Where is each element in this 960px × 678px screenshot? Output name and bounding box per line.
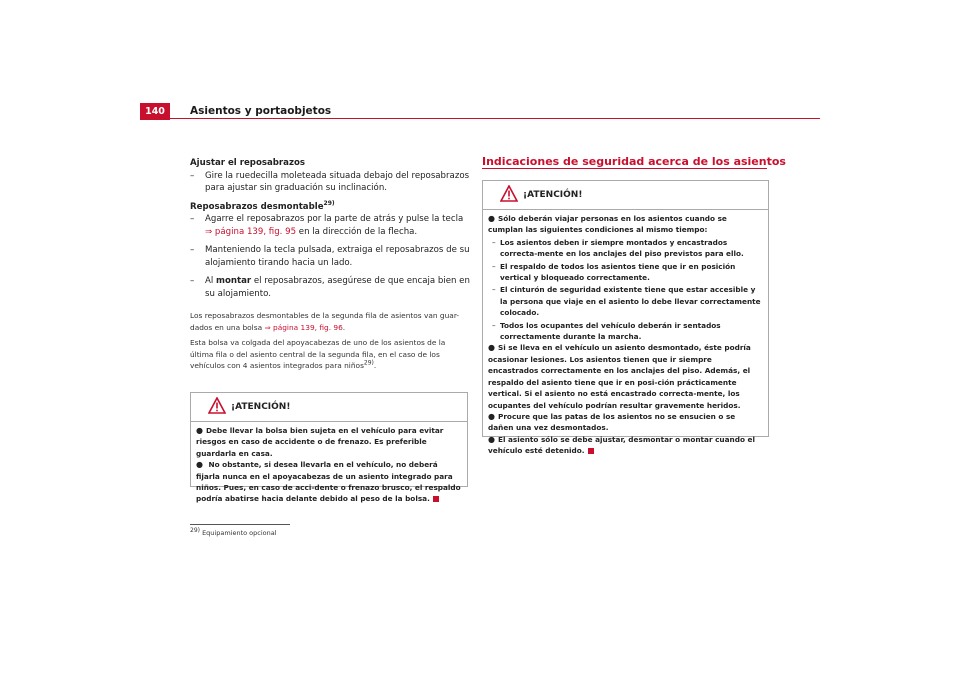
list-item: – Al montar el reposabrazos, asegúrese de que encaja bien en su alojamiento. (190, 276, 470, 299)
warning-triangle-icon (500, 185, 518, 202)
warning-title: ¡ATENCIÓN! (231, 402, 291, 412)
end-mark-icon (433, 496, 439, 502)
footnote-ref: 29) (323, 199, 335, 207)
footnote-divider (190, 524, 290, 525)
note-paragraph: Esta bolsa va colgada del apoyacabezas de uno de los asientos de la última fila o del asiento central de la segunda fila, en el caso de los vehículos con 4 asientos integrados para niños$^{29)}$. (190, 338, 446, 370)
list-item: – Los asientos deben ir siempre montados y encastrados correcta-mente en los anclajes del piso previstos para ello. (492, 237, 744, 259)
warning-title: ¡ATENCIÓN! (523, 190, 583, 200)
list-item: – Todos los ocupantes del vehículo deberán ir sentados correctamente durante la marcha. (492, 320, 721, 342)
header-divider (170, 118, 820, 119)
warning-box (482, 180, 769, 456)
page-number: 140 (140, 103, 170, 120)
heading-adjust-armrest: Ajustar el reposabrazos (190, 158, 305, 168)
list-item: – Gire la ruedecilla moleteada situada debajo del reposabrazos para ajustar sin graduación su inclinación. (190, 170, 470, 193)
note-paragraph: Los reposabrazos desmontables de la segunda fila de asientos van guar-dados en una bolsa ⇒ página 139, fig. 96. (190, 311, 460, 332)
section-title: Indicaciones de seguridad acerca de los asientos (482, 155, 786, 168)
warning-body: ● Sólo deberán viajar personas en los asientos cuando se cumplan las siguientes condiciones al mismo tiempo: – Los asientos deben ir siempre montados y encastrados correcta-mente en los anclajes del piso previstos para ello. – El respaldo de todos los asientos tiene que ir en posición vertical y bloqueado correctamente. – El cinturón de seguridad existente tiene que estar accesible y la persona que viaje en el asiento lo debe llevar correctamente colocado. – Todos los ocupantes del vehículo deberán ir sentados correctamente durante la marcha. ● Si se lleva en el vehículo un asiento desmontado, éste podría ocasionar lesiones. Los asientos tienen que ir siempre encastrados correctamente en los anclajes del piso. Además, el respaldo del asiento tiene que ir en posi-ción prácticamente vertical. Si el asiento no está encastrado correcta-mente, los ocupantes del vehículo podrían resultar gravemente heridos. ● Procure que las patas de los asientos no se ensucien o se dañen una vez desmontados. ● El asiento sólo se debe ajustar, desmontar o montar cuando el vehículo esté detenido. (483, 210, 768, 461)
left-column (190, 157, 470, 372)
end-mark-icon (588, 448, 594, 454)
list-item: – El cinturón de seguridad existente tiene que estar accesible y la persona que viaje en el asiento lo debe llevar correctamente colocado. (492, 285, 761, 318)
page-header-title: Asientos y portaobjetos (190, 105, 332, 117)
list-item: – El respaldo de todos los asientos tiene que ir en posición vertical y bloqueado correctamente. (492, 261, 736, 283)
section-divider (482, 168, 767, 169)
heading-removable-armrest: Reposabrazos desmontable$^{29)}$ (190, 199, 335, 212)
warning-header (483, 181, 768, 210)
page-link[interactable]: ⇒ página 139, fig. 96 (264, 322, 343, 332)
page-link[interactable]: ⇒ página 139, fig. 95 (205, 226, 297, 237)
list-item: – Manteniendo la tecla pulsada, extraiga el reposabrazos de su alojamiento tirando hacia un lado. (190, 245, 470, 268)
warning-body: ● Debe llevar la bolsa bien sujeta en el vehículo para evitar riesgos en caso de accidente o de frenazo. Es preferible guardarla en casa. ● No obstante, si desea llevarla en el vehículo, no deberá fijarla nunca en el apoyacabezas de un asiento integrado para niños. Pues, en caso de acci-dente o frenazo brusco, el respaldo podría abatirse hacia delante debido al peso de la bolsa. (196, 426, 461, 504)
warning-header (191, 393, 467, 422)
warning-triangle-icon (208, 397, 226, 414)
footnote: 29) Equipamiento opcional (190, 526, 277, 537)
warning-box (190, 392, 468, 504)
footnote-ref: 29) (363, 359, 374, 367)
list-item: – Agarre el reposabrazos por la parte de atrás y pulse la tecla ⇒ página 139, fig. 95 en la dirección de la flecha. (190, 214, 464, 237)
